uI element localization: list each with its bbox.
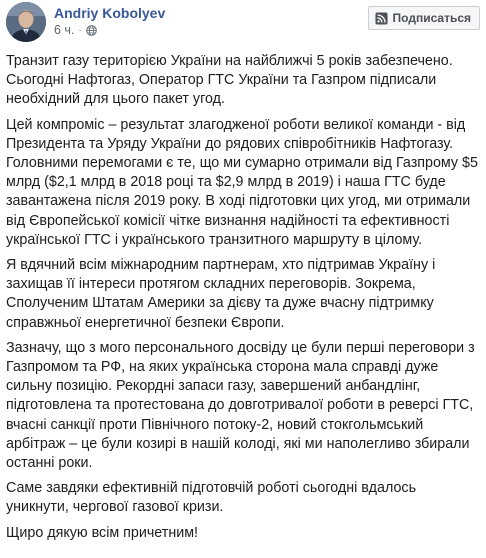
subscribe-button[interactable] xyxy=(368,6,480,30)
post-paragraph: Цей компроміс – результат злагодженої роботи великої команди - від Президента та Уряду України до рядових співробітників Нафтогазу. Головними перемогами є те, що ми сумарно отримали від Газпрому $5 млрд ($2,1 млрд в 2018 році та $2,9 млрд в 2019) і наша ГТС буде завантажена після 2019 року. В ході підготовки цих угод, ми отримали від Європейської комісії чітке визнання надійності та ефективності української ГТС і українського транзитного маршруту в цілому. xyxy=(6,116,478,248)
post-body xyxy=(6,52,482,549)
post-paragraph: Транзит газу територією України на найближчі 5 років забезпечено. Сьогодні Нафтогаз, Оператор ГТС України та Газпром підписали необхідний для цього пакет угод. xyxy=(6,53,453,108)
avatar-photo-icon xyxy=(6,2,46,42)
subscribe-button-label: Подписаться xyxy=(392,11,471,25)
post-paragraph: Зазначу, що з мого персонального досвіду це були перші переговори з Газпромом та РФ, на яких українська сторона мала справді дуже сильну позицію. Рекордні запаси газу, завершений анбандлінг, підготовлена та протестована до довготривалої роботи в реверсі ГТС, вчасні санкції проти Північного потоку-2, новий стокгольмський арбітраж – це були козирі в нашій колоді, які ми наполегливо збирали останні роки. xyxy=(6,339,475,472)
post-paragraph: Я вдячний всім міжнародним партнерам, хто підтримав Україну і захищав її інтереси протягом складних переговорів. Зокрема, Сполученим Штатам Америки за дієву та дуже вчасну підтримку справжньої енергетичної безпеки Європи. xyxy=(6,257,436,331)
author-name-link[interactable]: Andriy Kobolyev xyxy=(54,5,166,21)
post-paragraph: Щиро дякую всім причетним! xyxy=(6,524,199,541)
post-paragraph: Саме завдяки ефективній підготовчій роботі сьогодні вдалось уникнути, чергової газової кризи. xyxy=(6,480,417,516)
post-header xyxy=(6,2,480,42)
globe-icon[interactable] xyxy=(86,25,97,36)
post-timestamp[interactable]: 6 ч. xyxy=(54,23,75,37)
meta-separator: · xyxy=(78,24,82,36)
rss-icon xyxy=(375,12,388,25)
post-meta xyxy=(54,23,97,37)
avatar[interactable] xyxy=(6,2,46,42)
